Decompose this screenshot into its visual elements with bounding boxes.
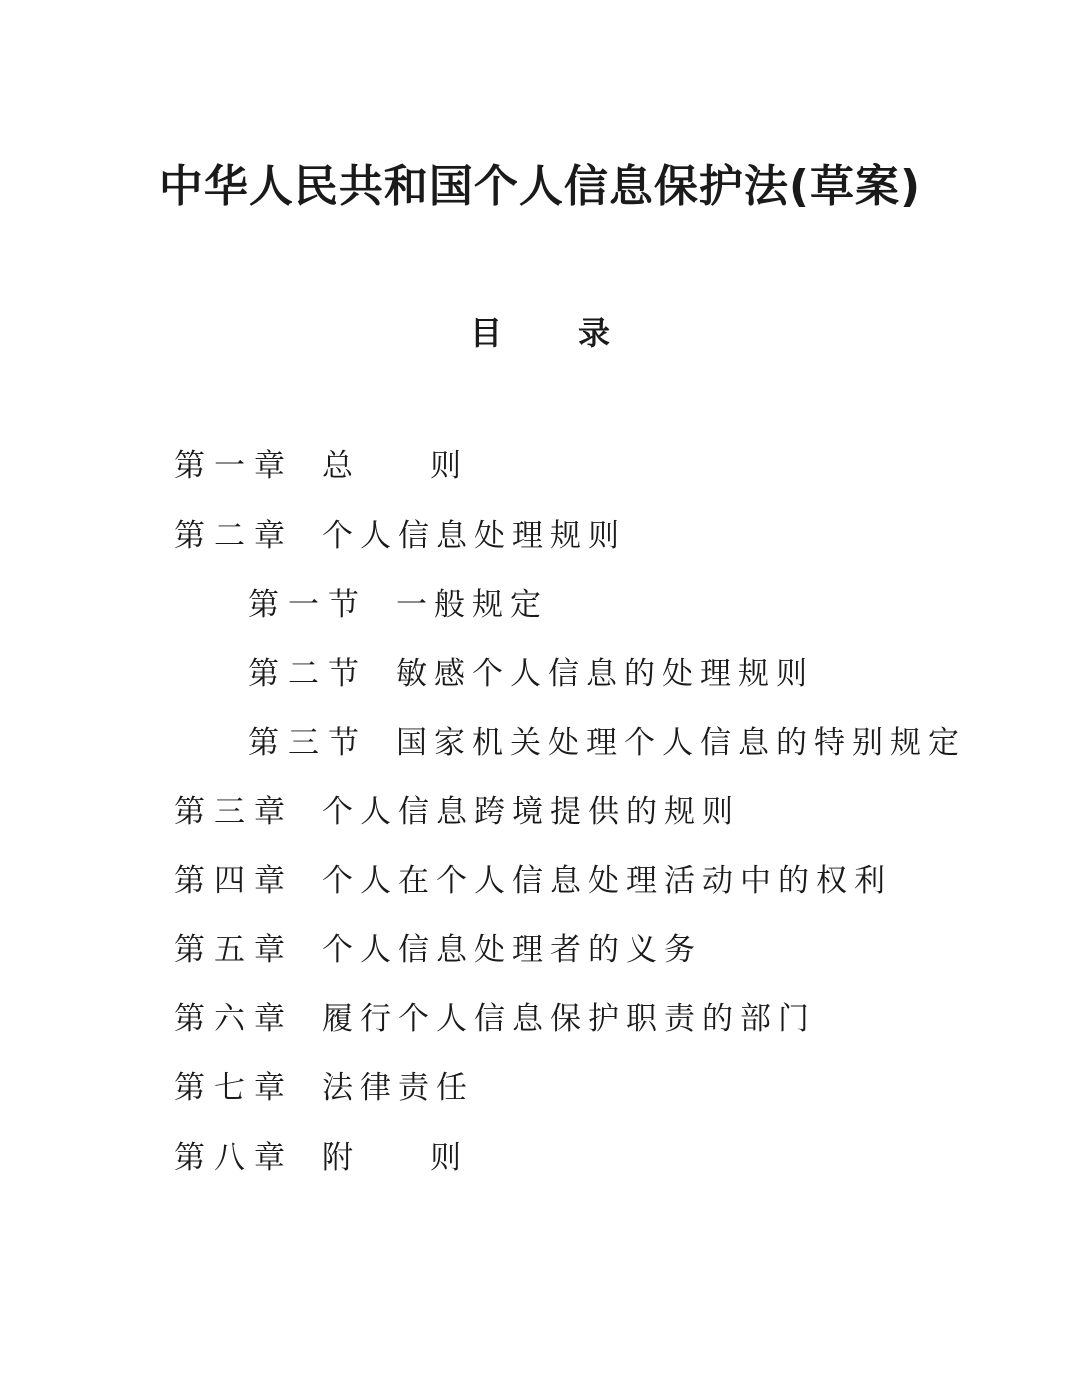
document-title: 中华人民共和国个人信息保护法(草案) (158, 161, 922, 212)
toc-heading-first-char: 目 (470, 314, 503, 352)
toc-entry-title: 个人信息处理者的义务 (322, 932, 702, 968)
toc-entry-title: 法律责任 (322, 1070, 474, 1106)
toc-entry-number: 第二节 (248, 656, 368, 692)
toc-entry-number: 第五章 (174, 932, 294, 968)
toc-entry-title-part-2: 则 (430, 448, 461, 484)
toc-entry-number: 第四章 (174, 863, 294, 899)
toc-entry-number: 第二章 (174, 518, 294, 554)
toc-entry-number: 第一节 (248, 587, 368, 623)
toc-entry-title-part-1: 总 (322, 448, 353, 484)
toc-heading-second-char: 录 (578, 314, 611, 352)
toc-entry-title: 国家机关处理个人信息的特别规定 (396, 725, 966, 761)
toc-entry-title: 敏感个人信息的处理规则 (396, 656, 814, 692)
toc-entry-title: 个人信息跨境提供的规则 (322, 794, 740, 830)
toc-entry-number: 第一章 (174, 448, 294, 484)
toc-entry-number: 第三节 (248, 725, 368, 761)
toc-entry-number: 第八章 (174, 1140, 294, 1176)
toc-entry-title-part-1: 附 (322, 1140, 353, 1176)
toc-entry-title: 个人信息处理规则 (322, 518, 626, 554)
toc-entry-number: 第三章 (174, 794, 294, 830)
toc-entry-number: 第六章 (174, 1001, 294, 1037)
toc-entry-title: 一般规定 (396, 587, 548, 623)
toc-entry-title: 个人在个人信息处理活动中的权利 (322, 863, 892, 899)
toc-entry-number: 第七章 (174, 1070, 294, 1106)
toc-entry-title: 履行个人信息保护职责的部门 (322, 1001, 816, 1037)
toc-entry-title-part-2: 则 (430, 1140, 461, 1176)
